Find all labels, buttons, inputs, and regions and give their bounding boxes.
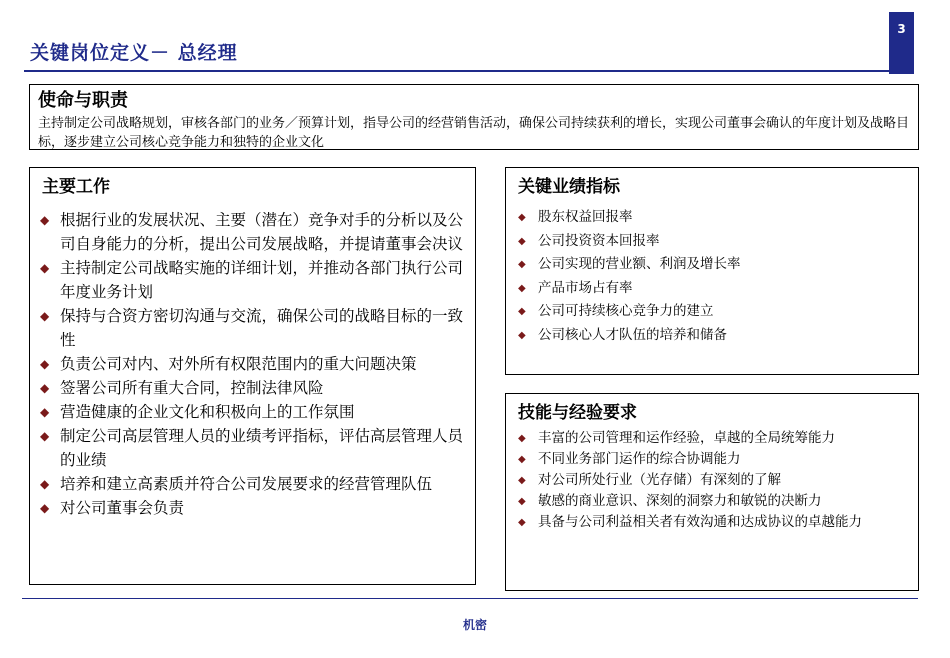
list-item-text: 制定公司高层管理人员的业绩考评指标，评估高层管理人员的业绩 — [60, 427, 464, 469]
list-item-text: 保持与合资方密切沟通与交流，确保公司的战略目标的一致性 — [60, 307, 464, 349]
page-number: 3 — [889, 12, 914, 74]
list-item — [514, 206, 910, 230]
list-item — [514, 230, 910, 254]
diamond-bullet-icon: ◆ — [40, 429, 50, 443]
skills-box — [505, 393, 919, 591]
diamond-bullet-icon: ◆ — [518, 517, 526, 528]
diamond-bullet-icon: ◆ — [40, 477, 50, 491]
list-item — [36, 352, 469, 376]
list-item — [514, 449, 910, 470]
list-item-text: 公司投资资本回报率 — [538, 232, 660, 249]
list-item — [36, 496, 469, 520]
diamond-bullet-icon: ◆ — [40, 381, 50, 395]
list-item — [36, 208, 469, 256]
diamond-bullet-icon: ◆ — [518, 306, 526, 317]
list-item — [36, 256, 469, 304]
list-item-text: 丰富的公司管理和运作经验，卓越的全局统筹能力 — [538, 430, 835, 446]
confidential-label: 机密 — [462, 618, 487, 632]
diamond-bullet-icon: ◆ — [40, 213, 50, 227]
diamond-bullet-icon: ◆ — [518, 475, 526, 486]
main-work-title: 主要工作 — [42, 177, 110, 197]
list-item — [514, 512, 910, 533]
mission-text: 主持制定公司战略规划，审核各部门的业务／预算计划，指导公司的经营销售活动，确保公司持续获利的增长，实现公司董事会确认的年度计划及战略目标，逐步建立公司核心竞争能力和独特的企业文化 — [38, 116, 910, 150]
diamond-bullet-icon: ◆ — [40, 405, 50, 419]
kpi-box — [505, 167, 919, 375]
diamond-bullet-icon: ◆ — [518, 454, 526, 465]
skills-list — [514, 428, 910, 533]
list-item-text: 培养和建立高素质并符合公司发展要求的经营管理队伍 — [60, 475, 433, 493]
list-item — [514, 491, 910, 512]
diamond-bullet-icon: ◆ — [518, 212, 526, 223]
page-title: 关键岗位定义－ 总经理 — [30, 42, 238, 64]
diamond-bullet-icon: ◆ — [518, 235, 526, 247]
list-item — [514, 300, 910, 324]
mission-title: 使命与职责 — [38, 90, 128, 111]
list-item — [36, 472, 469, 496]
list-item-text: 对公司董事会负责 — [60, 499, 185, 517]
list-item-text: 根据行业的发展状况、主要（潜在）竞争对手的分析以及公司自身能力的分析，提出公司发展战略，并提请董事会决议 — [60, 211, 464, 253]
list-item-text: 具备与公司利益相关者有效沟通和达成协议的卓越能力 — [538, 514, 862, 530]
list-item-text: 签署公司所有重大合同，控制法律风险 — [60, 379, 324, 397]
list-item — [36, 304, 469, 352]
list-item — [514, 253, 910, 277]
list-item-text: 股东权益回报率 — [538, 209, 633, 225]
list-item — [36, 400, 469, 424]
diamond-bullet-icon: ◆ — [40, 357, 50, 371]
list-item-text: 负责公司对内、对外所有权限范围内的重大问题决策 — [60, 355, 417, 373]
kpi-list — [514, 206, 910, 347]
list-item-text: 公司核心人才队伍的培养和储备 — [538, 326, 727, 343]
list-item — [36, 376, 469, 400]
kpi-title: 关键业绩指标 — [518, 177, 620, 197]
list-item — [514, 324, 910, 348]
list-item — [514, 428, 910, 449]
footer-divider — [22, 598, 918, 599]
diamond-bullet-icon: ◆ — [518, 259, 526, 270]
list-item — [514, 470, 910, 491]
main-work-box — [29, 167, 476, 585]
list-item — [36, 424, 469, 472]
title-divider — [24, 70, 894, 72]
list-item-text: 公司实现的营业额、利润及增长率 — [538, 256, 741, 272]
diamond-bullet-icon: ◆ — [40, 309, 50, 323]
list-item-text: 营造健康的企业文化和积极向上的工作氛围 — [60, 403, 355, 421]
list-item-text: 公司可持续核心竞争力的建立 — [538, 303, 714, 319]
skills-title: 技能与经验要求 — [518, 403, 637, 423]
diamond-bullet-icon: ◆ — [518, 282, 526, 294]
diamond-bullet-icon: ◆ — [40, 501, 50, 515]
list-item-text: 主持制定公司战略实施的详细计划，并推动各部门执行公司年度业务计划 — [60, 259, 464, 301]
diamond-bullet-icon: ◆ — [518, 329, 526, 341]
diamond-bullet-icon: ◆ — [518, 496, 526, 507]
list-item-text: 对公司所处行业（光存储）有深刻的了解 — [538, 472, 781, 488]
main-work-list — [36, 208, 469, 520]
diamond-bullet-icon: ◆ — [40, 261, 50, 275]
list-item-text: 产品市场占有率 — [538, 279, 633, 296]
list-item-text: 不同业务部门运作的综合协调能力 — [538, 451, 741, 467]
mission-box — [29, 84, 919, 150]
list-item — [514, 277, 910, 301]
list-item-text: 敏感的商业意识、深刻的洞察力和敏锐的决断力 — [538, 493, 822, 509]
diamond-bullet-icon: ◆ — [518, 433, 526, 444]
